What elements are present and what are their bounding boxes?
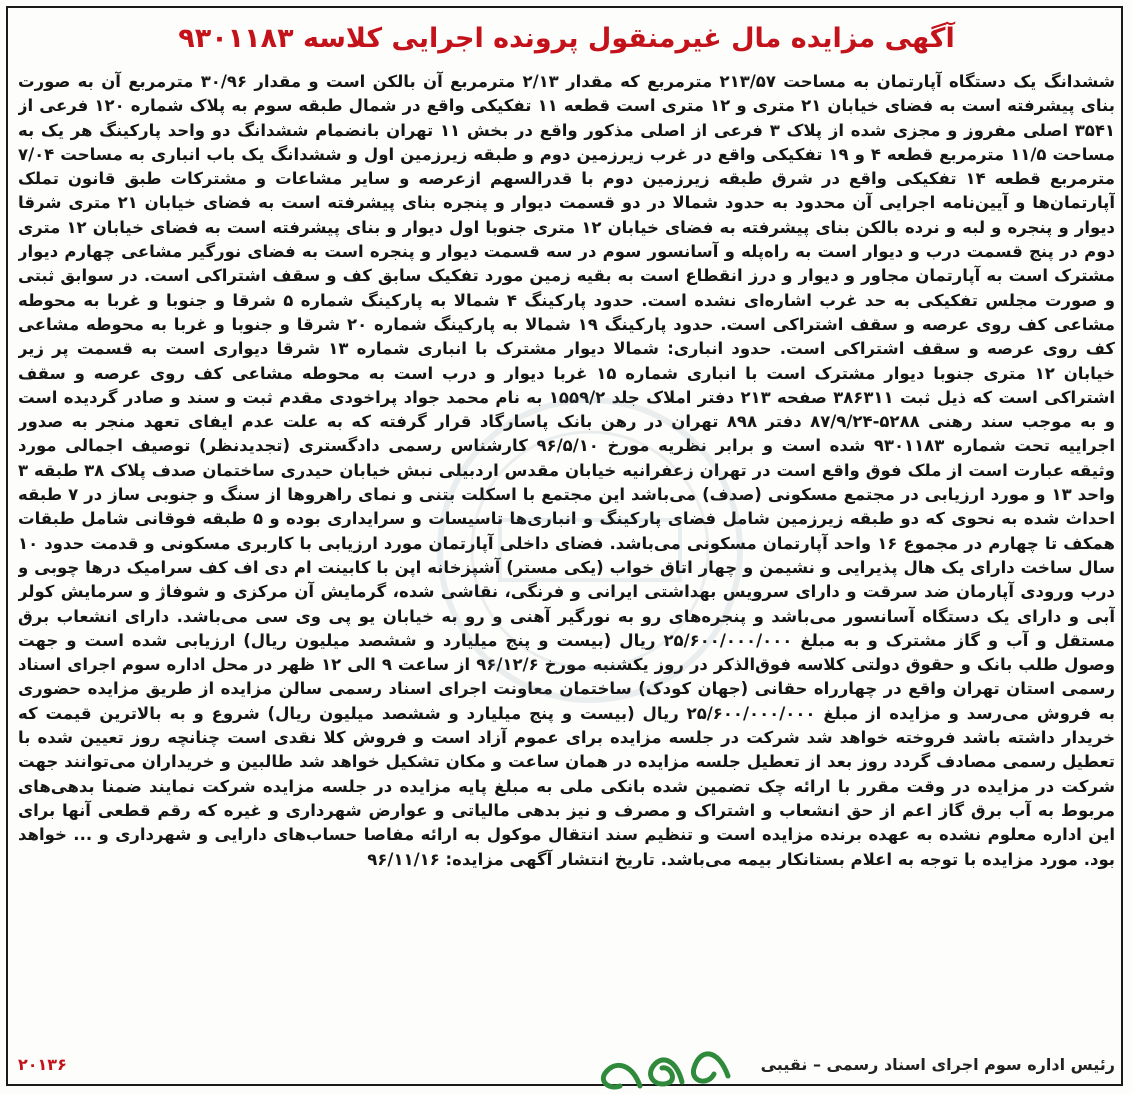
signature-line: رئیس اداره سوم اجرای اسناد رسمی – نقیبی	[760, 1055, 1115, 1074]
notice-footer	[18, 1055, 1115, 1081]
notice-body: ششدانگ یک دستگاه آپارتمان به مساحت ۲۱۳/۵۷ مترمربع که مقدار ۲/۱۳ مترمربع آن بالکن است و مقدار ۳۰/۹۶ مترمربع آن به صورت بنای پیشرفته است به فضای خیابان ۲۱ متری و ۱۲ متری است قطعه ۱۱ تفکیکی واقع در شمال طبقه سوم به پلاک شماره ۱۲۰ فرعی از ۳۵۴۱ اصلی مفروز و مجزی شده از پلاک ۳ فرعی از اصلی مذکور واقع در بخش ۱۱ تهران بانضمام ششدانگ دو واحد پارکینگ هر یک به مساحت ۱۱/۵ مترمربع قطعه ۴ و ۱۹ تفکیکی واقع در غرب زیرزمین دوم و طبقه زیرزمین اول و ششدانگ یک باب انباری به مساحت ۷/۰۴ مترمربع قطعه ۱۴ تفکیکی واقع در شرق طبقه زیرزمین دوم با قدرالسهم ازعرصه و سایر مشاعات و مشترکات طبق قانون تملک آپارتمان‌ها و آیین‌نامه اجرایی آن محدود به حدود شمالا در دو قسمت دیوار و پنجره بنای پیشرفته است به فضای خیابان ۲۱ متری شرقا دیوار و پنجره و لبه و نرده بالکن بنای پیشرفته به فضای خیابان ۱۲ متری جنوبا اول دیوار و بنای پیشرفته است به فضای خیابان ۱۲ متری دوم در پنج قسمت درب و دیوار است به راه‌پله و آسانسور سوم در سه قسمت دیوار و پنجره است به فضای نورگیر مشاعی چهارم دیوار مشترک است به آپارتمان مجاور و دیوار و درز انقطاع است به بقیه زمین مورد تفکیک سابق کف و سقف اشتراکی است. در سوابق ثبتی و صورت مجلس تفکیکی به حد غرب اشاره‌ای نشده است. حدود پارکینگ ۴ شمالا به پارکینگ شماره ۵ شرقا و جنوبا و غربا به محوطه مشاعی کف روی عرصه و سقف اشتراکی است. حدود پارکینگ ۱۹ شمالا به پارکینگ شماره ۲۰ شرقا و جنوبا و غربا به محوطه مشاعی کف روی عرصه و سقف اشتراکی است. حدود انباری: شمالا دیوار مشترک با انباری شماره ۱۳ شرقا دیواری است به قسمت پر زیر خیابان ۱۲ متری جنوبا دیوار مشترک است با انباری شماره ۱۵ غربا دیوار و درب است به محوطه مشاعی کف روی عرصه و سقف اشتراکی است که ذیل ثبت ۳۸۶۳۱۱ صفحه ۲۱۳ دفتر املاک جلد ۱۵۵۹/۲ به نام محمد جواد پراخودی مقدم ثبت و سند و صادر گردیده است و به موجب سند رهنی ۵۲۸۸-۸۷/۹/۲۴ دفتر ۸۹۸ تهران در رهن بانک پاسارگاد قرار گرفته که به علت عدم ایفای تعهد منجر به صدور اجراییه تحت شماره ۹۳۰۱۱۸۳ شده است و برابر نظریه مورخ ۹۶/۵/۱۰ کارشناس رسمی دادگستری (تجدیدنظر) توصیف اجمالی مورد وثیقه عبارت است از ملک فوق واقع است در تهران زعفرانیه خیابان مقدس اردبیلی نبش خیابان حیدری ساختمان صدف پلاک ۳۸ طبقه ۳ واحد ۱۳ و مورد ارزیابی در مجتمع مسکونی (صدف) می‌باشد این مجتمع با اسکلت بتنی و نمای راهروها از سنگ و جنوبی ساز در ۷ طبقه احداث شده به نحوی که دو طبقه زیرزمین شامل فضای پارکینگ و انباری‌ها تاسیسات و سرایداری بوده و ۵ طبقه فوقانی شامل طبقات همکف تا چهارم در مجموع ۱۶ واحد آپارتمان مسکونی می‌باشد. فضای داخلی آپارتمان مورد ارزیابی با کاربری مسکونی و قدمت حدود ۱۰ سال ساخت دارای یک هال پذیرایی و نشیمن و چهار اتاق خواب (یکی مستر) آشپزخانه اپن با کابینت ام دی اف کف سرامیک درها چوبی و درب ورودی آپارمان ضد سرقت و دارای سرویس بهداشتی ایرانی و فرنگی، نقاشی شده، گرمایش آن مرکزی و شوفاژ و سرمایش کولر آبی و دارای یک دستگاه آسانسور می‌باشد و پنجره‌های رو به نورگیر آهنی و رو به خیابان یو پی وی سی می‌باشد. دارای انشعاب برق مستقل و آب و گاز مشترک و به مبلغ ۲۵/۶۰۰/۰۰۰/۰۰۰ ریال (بیست و پنج میلیارد و ششصد میلیون ریال) ارزیابی شده است و جهت وصول طلب بانک و حقوق دولتی کلاسه فوق‌الذکر در روز یکشنبه مورخ ۹۶/۱۲/۶ از ساعت ۹ الی ۱۲ ظهر در محل اداره سوم اجرای اسناد رسمی استان تهران واقع در چهارراه حقانی (جهان کودک) ساختمان معاونت اجرای اسناد رسمی سالن مزایده از طریق مزایده حضوری به فروش می‌رسد و مزایده از مبلغ ۲۵/۶۰۰/۰۰۰/۰۰۰ ریال (بیست و پنج میلیارد و ششصد میلیون ریال) شروع و به بالاترین قیمت که خریدار داشته باشد فروخته خواهد شد شرکت در جلسه مزایده برای عموم آزاد است و فروش کلا نقدی است چنانچه روز تعیین شده با تعطیل رسمی مصادف گردد روز بعد از تعطیل جلسه مزایده در همان ساعت و مکان تشکیل خواهد شد طالبین و خریداران می‌توانند جهت شرکت در مزایده در وقت مقرر با ارائه چک تضمین شده بانکی ملی به مبلغ پایه مزایده در جلسه مزایده شرکت نمایند ضمنا بدهی‌های مربوط به آب برق گاز اعم از حق انشعاب و اشتراک و مصرف و نیز بدهی مالیاتی و عوارض شهرداری و غیره که رقم قطعی آنها برای این اداره معلوم نشده به عهده برنده مزایده است و تنظیم سند انتقال موکول به ارائه مفاصا حساب‌های دارایی و شهرداری و ... خواهد بود. مورد مزایده با توجه به اعلام بستانکار بیمه می‌باشد. تاریخ انتشار آگهی مزایده: ۹۶/۱۱/۱۶	[18, 72, 1115, 869]
notice-code: ۲۰۱۳۶	[18, 1055, 67, 1074]
notice-title: آگهی مزایده مال غیرمنقول پرونده اجرایی کلاسه ۹۳۰۱۱۸۳	[178, 23, 955, 54]
